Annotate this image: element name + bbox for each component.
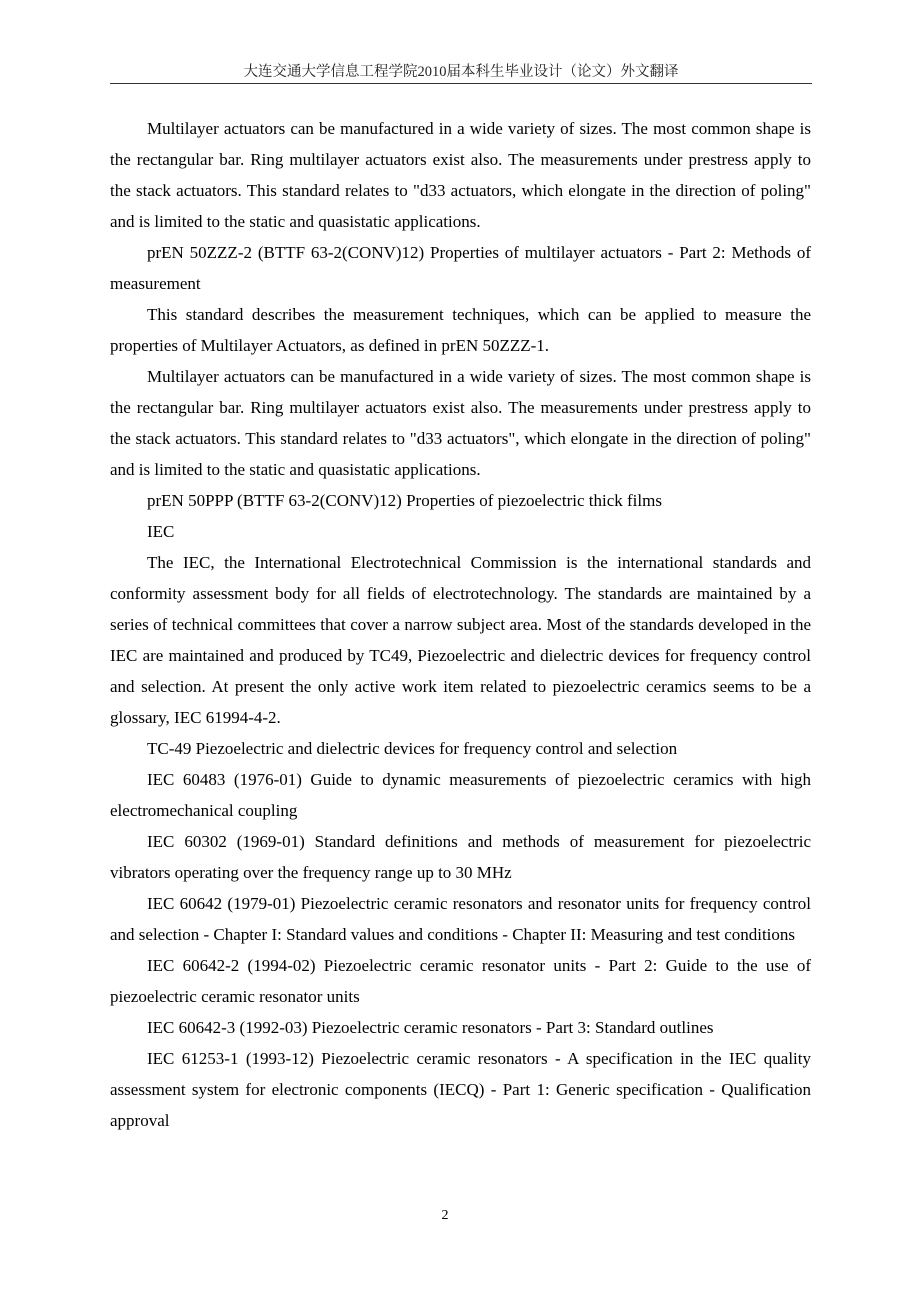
header-divider (110, 83, 812, 84)
page-number: 2 (441, 1208, 449, 1223)
paragraph: IEC 61253-1 (1993-12) Piezoelectric ceramic resonators - A specification in the IEC quality assessment system for electronic components (IECQ) - Part 1: Generic specification - Qualification approval (110, 1049, 811, 1130)
section-heading-iec: IEC (147, 522, 175, 541)
paragraph: Multilayer actuators can be manufactured in a wide variety of sizes. The most common shape is the rectangular bar. Ring multilayer actuators exist also. The measurements under prestress apply to the stack actuators. This standard relates to "d33 actuators, which elongate in the direction of poling" and is limited to the static and quasistatic applications. (110, 119, 811, 231)
page-header-title: 大连交通大学信息工程学院2010届本科生毕业设计（论文）外文翻译 (243, 64, 679, 80)
paragraph: IEC 60302 (1969-01) Standard definitions and methods of measurement for piezoelectric vibrators operating over the frequency range up to 30 MHz (110, 832, 811, 882)
paragraph: IEC 60642-3 (1992-03) Piezoelectric ceramic resonators - Part 3: Standard outlines (147, 1018, 714, 1037)
paragraph: IEC 60642 (1979-01) Piezoelectric ceramic resonators and resonator units for frequency control and selection - Chapter I: Standard values and conditions - Chapter II: Measuring and test conditions (110, 894, 811, 944)
paragraph: This standard describes the measurement techniques, which can be applied to measure the properties of Multilayer Actuators, as defined in prEN 50ZZZ-1. (110, 305, 811, 355)
paragraph: TC-49 Piezoelectric and dielectric devices for frequency control and selection (147, 739, 678, 758)
paragraph: prEN 50PPP (BTTF 63-2(CONV)12) Properties of piezoelectric thick films (147, 491, 662, 510)
paragraph: The IEC, the International Electrotechnical Commission is the international standards and conformity assessment body for all fields of electrotechnology. The standards are maintained by a series of technical committees that cover a narrow subject area. Most of the standards developed in the IEC are maintained and produced by TC49, Piezoelectric and dielectric devices for frequency control and selection. At present the only active work item related to piezoelectric ceramics seems to be a glossary, IEC 61994-4-2. (110, 553, 811, 727)
document-body (110, 113, 811, 1136)
paragraph: prEN 50ZZZ-2 (BTTF 63-2(CONV)12) Properties of multilayer actuators - Part 2: Methods of measurement (110, 243, 811, 293)
paragraph: IEC 60642-2 (1994-02) Piezoelectric ceramic resonator units - Part 2: Guide to the use of piezoelectric ceramic resonator units (110, 956, 811, 1006)
paragraph: IEC 60483 (1976-01) Guide to dynamic measurements of piezoelectric ceramics with high electromechanical coupling (110, 770, 811, 820)
paragraph: Multilayer actuators can be manufactured in a wide variety of sizes. The most common shape is the rectangular bar. Ring multilayer actuators exist also. The measurements under prestress apply to the stack actuators. This standard relates to "d33 actuators", which elongate in the direction of poling" and is limited to the static and quasistatic applications. (110, 367, 811, 479)
